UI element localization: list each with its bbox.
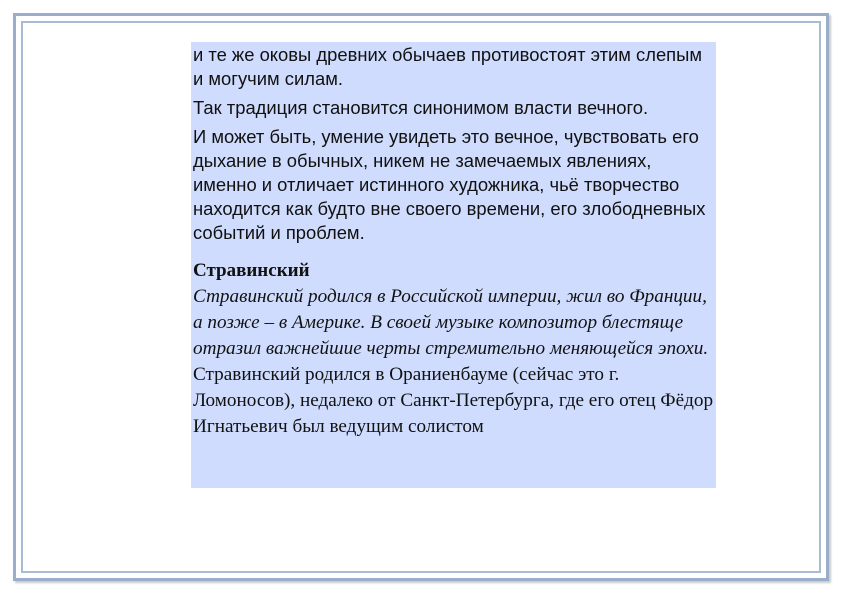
final-paragraph: Стравинский родился в Ораниенбауме (сейчас это г. Ломоносов), недалеко от Санкт-Петербурга, где его отец Фёдор Игнатьевич был ведущим солистом: [193, 364, 714, 437]
text-block: [191, 42, 716, 488]
paragraph-3: И может быть, умение увидеть это вечное, чувствовать его дыхание в обычных, никем не замечаемых явлениях, именно и отличает истинного художника, чьё творчество находится как будто вне своего времени, его злободневных событий и проблем.: [193, 126, 706, 243]
paragraph-2: Так традиция становится синонимом власти вечного.: [193, 97, 649, 118]
italic-paragraph: Стравинский родился в Российской империи, жил во Франции, а позже – в Америке. В своей музыке композитор блестяще отразил важнейшие черты стремительно меняющейся эпохи.: [193, 286, 709, 359]
paragraph-1: и те же оковы древних обычаев противостоят этим слепым и могучим силам.: [193, 44, 703, 89]
section-heading: Стравинский: [193, 260, 310, 281]
